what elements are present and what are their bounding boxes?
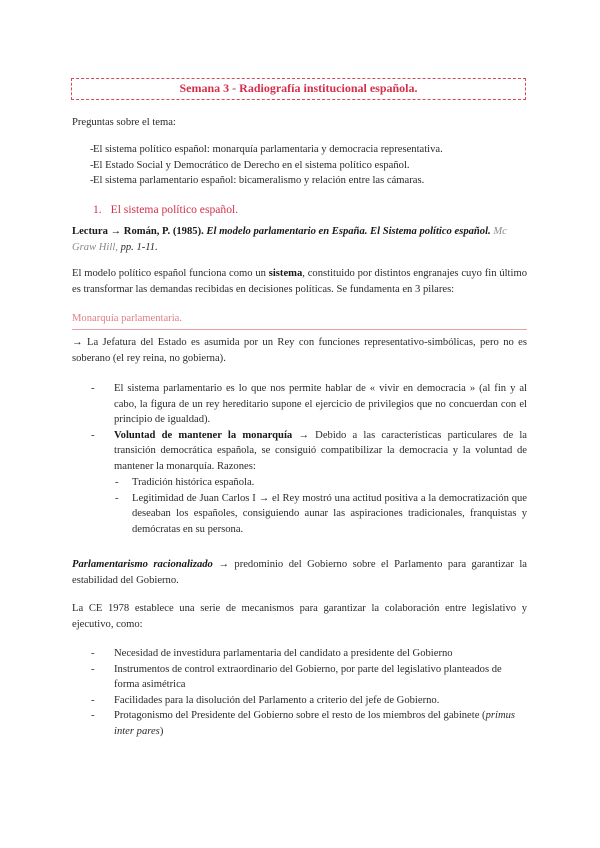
monarquia-heading: Monarquía parlamentaria.	[72, 313, 183, 324]
model-paragraph: El modelo político español funciona como un sistema, constituido por distintos engranajes cuyo fin último es transformar las demandas recibidas en decisiones políticas. Se fundamenta en 3 pilares:	[72, 268, 527, 295]
jefatura-paragraph: → La Jefatura del Estado es asumida por un Rey con funciones representativo-simbólicas, pero no es soberano (el rey reina, no gobierna).	[72, 337, 527, 364]
list-item: - El Estado Social y Democrático de Derecho en el sistema político español.	[90, 159, 410, 171]
parlamentarismo-paragraph: Parlamentarismo racionalizado → predominio del Gobierno sobre el Parlamento para garantizar la estabilidad del Gobierno.	[72, 559, 527, 586]
questions-list	[72, 142, 527, 189]
list-item: - Tradición histórica española.	[115, 477, 255, 488]
lectura-reference: Lectura → Román, P. (1985). El modelo parlamentario en España. El Sistema político español. Mc Graw Hill, pp. 1-11.	[72, 226, 507, 253]
list-item: - Facilidades para la disolución del Parlamento a criterio del jefe de Gobierno.	[91, 694, 440, 706]
intro-text: Preguntas sobre el tema:	[72, 117, 176, 128]
page-title: Semana 3 - Radiografía institucional española.	[179, 81, 418, 96]
list-item: - Legitimidad de Juan Carlos I → el Rey mostró una actitud positiva a la democratización que deseaban los españoles, consiguiendo aunar las aspiraciones tradicionales, franquistas y demócratas en su persona.	[115, 492, 527, 535]
ce-paragraph: La CE 1978 establece una serie de mecanismos para garantizar la colaboración entre legislativo y ejecutivo, como:	[72, 603, 527, 630]
list-item: - Necesidad de investidura parlamentaria del candidato a presidente del Gobierno	[91, 648, 453, 659]
list-item: - Protagonismo del Presidente del Gobierno sobre el resto de los miembros del gabinete (primus inter pares)	[91, 710, 516, 737]
section-number: 1.	[93, 203, 102, 216]
lectura-title: El modelo parlamentario en España. El Sistema político español.	[206, 226, 491, 237]
title-box	[71, 78, 526, 100]
list-item: - Instrumentos de control extraordinario del Gobierno, por parte del legislativo planteados de forma asimétrica	[91, 663, 502, 690]
section-title: El sistema político español.	[110, 203, 239, 216]
mechanisms-list	[93, 646, 527, 739]
list-item: - Voluntad de mantener la monarquía → Debido a las características particulares de la transición democrática española, se consiguió compatibilizar la democracia y la voluntad de mantener la monarquía. Razones: - Tradición histórica española. - Legitimidad de Juan Carlos I → el Rey mostró una actitud positiva a la democratización que deseaban los españoles, consiguiendo aunar las aspiraciones tradicionales, franquistas y demócratas en su persona.	[93, 428, 527, 538]
reasons-list	[114, 475, 527, 537]
list-item: - El sistema parlamentario español: bicameralismo y relación entre las cámaras.	[90, 175, 425, 186]
monarquia-list	[93, 381, 527, 537]
list-item: - El sistema parlamentario es lo que nos permite hablar de « vivir en democracia » (al fin y al cabo, la figura de un rey hereditario supone el ejercicio de privilegios que no concuerdan con el principio de igualdad).	[91, 383, 527, 425]
section-heading	[93, 202, 523, 218]
heading-rule	[72, 329, 527, 330]
list-item: - El sistema político español: monarquía parlamentaria y democracia representativa.	[90, 144, 443, 155]
